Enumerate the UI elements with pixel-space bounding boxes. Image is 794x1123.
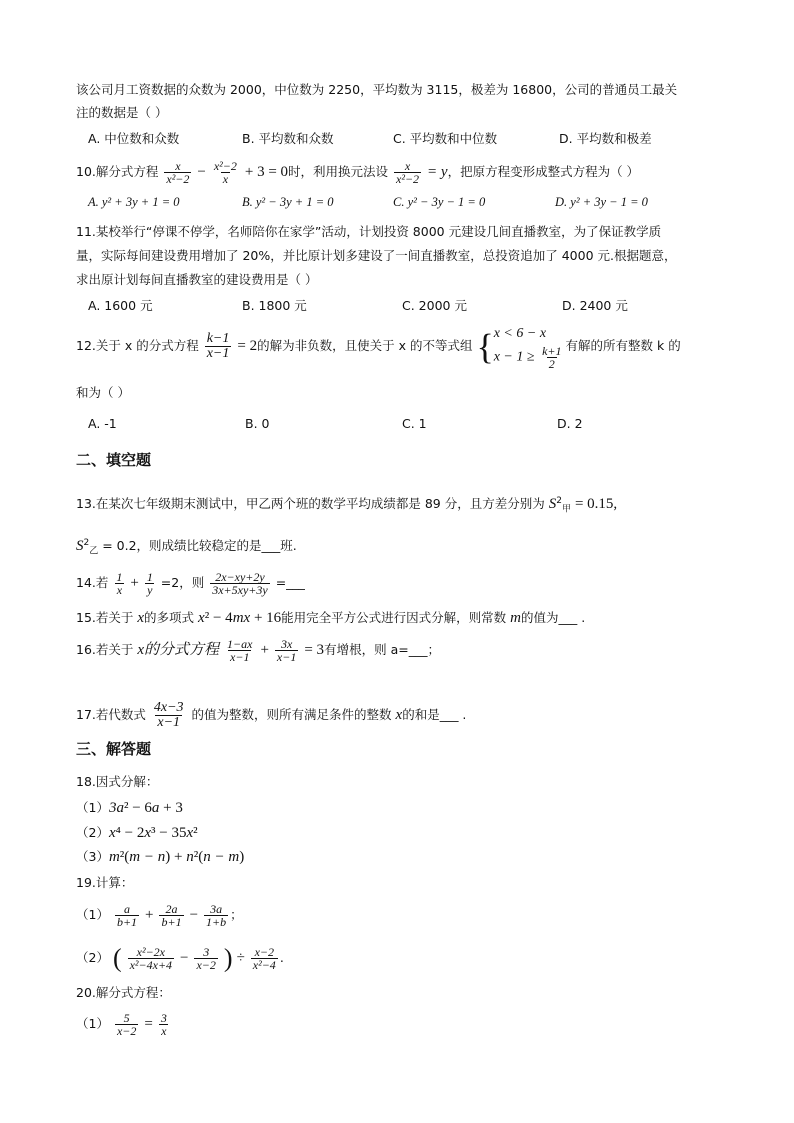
q12-mid: 的解为非负数，且使关于 x 的不等式组: [257, 338, 473, 353]
q11-line3: 求出原计划每间直播教室的建设费用是（ ）: [76, 272, 318, 287]
q12-option-d: D. 2: [557, 416, 583, 431]
q12-fraction: $\frac{k-1}{x-1}$: [206, 331, 230, 361]
q10-option-a: A. y² + 3y + 1 = 0: [88, 195, 180, 209]
q9-option-c: C. 平均数和中位数: [393, 131, 498, 146]
q12-option-c: C. 1: [402, 416, 427, 431]
q13-text: 13.在某次七年级期末测试中，甲乙两个班的数学平均成绩都是 89 分，且方差分别为: [76, 496, 545, 512]
q14-frac-1: $\frac{1}{x}$: [116, 570, 123, 597]
q19-item-2: （2） ( $\frac{\text{x²−2x}}{\text{x²−4x+4}}$ − $\frac{3}{x-2}$ ) ÷ $\frac{x-2}{\text{x²−4}}$ .: [76, 943, 284, 973]
q18-item-2-label: （2）: [76, 825, 109, 840]
q12-line2: 和为（ ）: [76, 385, 130, 400]
q10-prefix: 10.解分式方程: [76, 164, 159, 179]
q15-stem: 15.若关于 x的多项式 x² − 4mx + 16能用完全平方公式进行因式分解，则常数 m的值为___ .: [76, 610, 586, 626]
q18-item-3: （3）m²(m − n) + n²(n − m): [76, 849, 245, 865]
q17-prefix: 17.若代数式: [76, 707, 146, 722]
q10-fraction-2: $\frac{\text{x²−2}}{x}$: [213, 159, 237, 186]
q10-option-c: C. y² − 3y − 1 = 0: [393, 195, 486, 209]
q11-option-a: A. 1600 元: [88, 298, 153, 313]
q9-line2: 注的数据是（ ）: [76, 105, 168, 120]
q16-mid: 的分式方程: [144, 640, 220, 658]
q11-line2: 量，实际每间建设费用增加了 20%，并比原计划多建设了一间直播教室，总投资追加了 4000 元.根据题意，: [76, 248, 677, 263]
q10-substitution: $\frac{x}{\text{x²−2}}$: [396, 159, 420, 186]
q16-prefix: 16.若关于: [76, 642, 134, 657]
q20-item-1: （1） $\frac{5}{x-2}$ = $\frac{3}{x}$: [76, 1011, 167, 1038]
q19-title: 19.计算：: [76, 875, 134, 890]
section-fill-in-blank: 二、填空题: [76, 451, 152, 469]
q15-suffix: 能用完全平方公式进行因式分解，则常数: [281, 610, 507, 625]
q10-option-b: B. y² − 3y + 1 = 0: [242, 195, 334, 209]
q14-frac-3: $\frac{2x-xy+2y}{3x+5xy+3y}$: [212, 570, 268, 597]
q17-suffix: 的和是___ .: [402, 707, 467, 722]
q18-item-1-label: （1）: [76, 800, 109, 815]
q17-mid: 的值为整数，则所有满足条件的整数: [191, 707, 392, 722]
q11-line1: 11.某校举行“停课不停学，名师陪你在家学”活动，计划投资 8000 元建设几间直播教室，为了保证教学质: [76, 224, 662, 239]
q9-line1: 该公司月工资数据的众数为 2000，中位数为 2250，平均数为 3115，极差为 16800，公司的普通员工最关: [76, 82, 678, 97]
q11-option-d: D. 2400 元: [562, 298, 628, 313]
q18-item-2: （2）x⁴ − 2x³ − 35x²: [76, 825, 198, 841]
q12-suffix: 有解的所有整数 k 的: [565, 338, 681, 353]
q19-item-1-label: （1）: [76, 907, 109, 922]
q18-title: 18.因式分解：: [76, 774, 159, 789]
q9-option-d: D. 平均数和极差: [559, 131, 652, 146]
q16-tail: a=___；: [390, 642, 440, 657]
q13-tail1: = 0.15,: [574, 496, 618, 513]
q18-item-3-label: （3）: [76, 849, 109, 864]
q13-line1: 13.在某次七年级期末测试中，甲乙两个班的数学平均成绩都是 89 分，且方差分别为 $S^2_甲 = 0.15$,: [76, 496, 618, 515]
q20-item-1-label: （1）: [76, 1016, 109, 1031]
q15-tail: 的值为___ .: [521, 610, 586, 625]
q15-prefix: 15.若关于: [76, 610, 134, 625]
q16-stem: 16.若关于 x的分式方程 $\frac{1-ax}{x-1}$ + $\frac{3x}{x-1}$ = 3有增根，则 a=___；: [76, 637, 440, 664]
q14-suffix: =___: [275, 575, 305, 590]
q18-item-1: （1）3a² − 6a + 3: [76, 800, 183, 816]
q19-item-2-label: （2）: [76, 950, 109, 965]
q12-prefix: 12.关于 x 的分式方程: [76, 338, 199, 353]
q11-option-b: B. 1800 元: [242, 298, 307, 313]
q9-option-a: A. 中位数和众数: [88, 131, 180, 146]
q14-prefix: 14.若: [76, 575, 109, 590]
q19-item-1: （1） $\frac{a}{b+1}$ + $\frac{2a}{b+1}$ − $\frac{3a}{1+b}$ ；: [76, 902, 243, 929]
q11-option-c: C. 2000 元: [402, 298, 467, 313]
q16-frac-2: $\frac{3x}{x-1}$: [276, 637, 297, 664]
q14-mid: =2，则: [160, 575, 205, 590]
q16-suffix: 有增根，则: [324, 642, 387, 657]
q17-stem: 17.若代数式 $\frac{4x-3}{x-1}$ 的值为整数，则所有满足条件的整数 x的和是___ .: [76, 700, 467, 730]
q13-line2: $S^2_乙 = 0.2$，则成绩比较稳定的是___班.: [76, 538, 297, 557]
q10-stem: 10.解分式方程 $\frac{x}{\text{x²−2}}$ − $\frac{\text{x²−2}}{x}$ + 3 = 0时，利用换元法设 $\frac{x}{\text{x²−2}}$ = y，把原方程变形成整式方程为（ ）: [76, 159, 640, 186]
q13-tail2: = 0.2，则成绩比较稳定的是___班.: [102, 538, 297, 554]
q12-option-a: A. -1: [88, 416, 117, 431]
q10-option-d: D. y² + 3y − 1 = 0: [555, 195, 648, 209]
q12-stem: 12.关于 x 的分式方程 $\frac{k-1}{x-1}$ = 2的解为非负数，且使关于 x 的不等式组 { x < 6 − x x − 1 ≥ $\frac{k+1}{2}$ 有解的所有整数 k 的: [76, 322, 681, 370]
q12-option-b: B. 0: [245, 416, 270, 431]
q15-mid: 的多项式: [144, 610, 195, 625]
section-solve: 三、解答题: [76, 740, 152, 758]
q16-frac-1: $\frac{1-ax}{x-1}$: [227, 637, 253, 664]
q14-frac-2: $\frac{1}{y}$: [146, 570, 153, 597]
q17-fraction: $\frac{4x-3}{x-1}$: [153, 700, 184, 730]
q10-fraction-1: $\frac{x}{\text{x²−2}}$: [166, 159, 190, 186]
q9-option-b: B. 平均数和众数: [242, 131, 334, 146]
q14-stem: 14.若 $\frac{1}{x}$ + $\frac{1}{y}$ =2，则 $\frac{2x-xy+2y}{3x+5xy+3y}$ =___: [76, 570, 305, 597]
q20-title: 20.解分式方程：: [76, 985, 171, 1000]
q10-suffix: ，把原方程变形成整式方程为（ ）: [447, 164, 640, 179]
q10-mid: 时，利用换元法设: [288, 164, 389, 179]
q12-inequality-system: x < 6 − x x − 1 ≥ $\frac{k+1}{2}$: [493, 326, 562, 371]
